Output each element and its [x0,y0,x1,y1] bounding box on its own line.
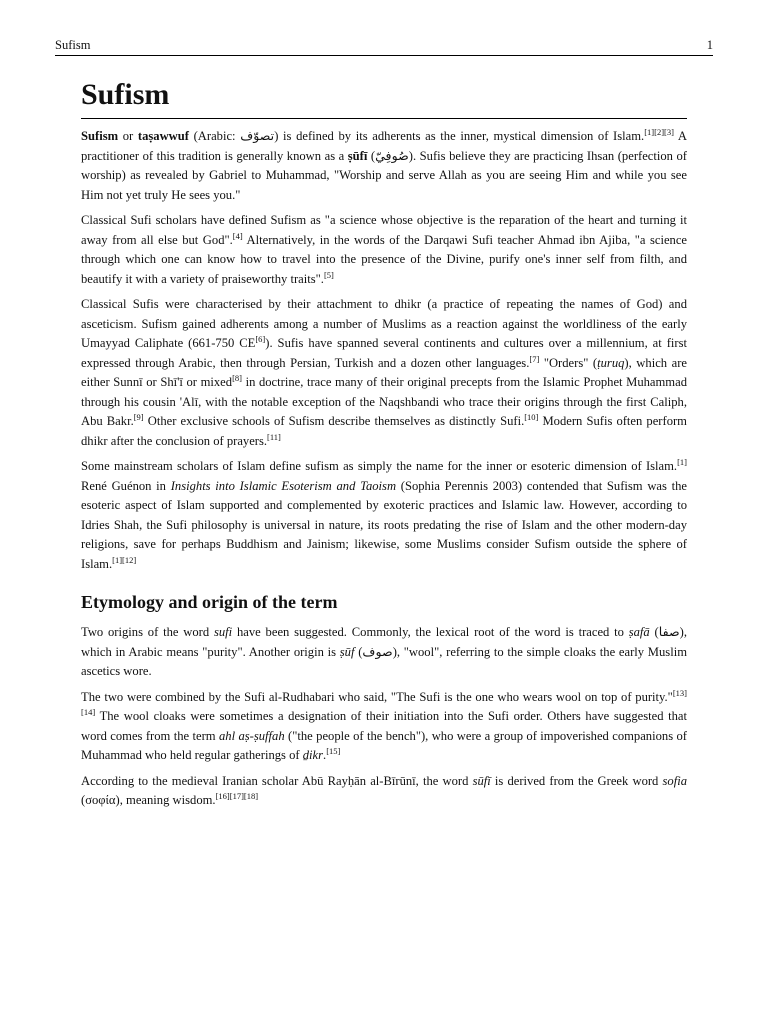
text: (Arabic: تصوّف) is defined by its adherents as the inner, mystical dimension of Islam. [188,129,645,143]
reference-link[interactable]: [9] [133,412,144,422]
running-header [55,38,713,56]
text: A practitioner of this tradition is generally known as a [81,129,687,163]
reference-link[interactable]: [13][14] [81,687,687,717]
term-sufi-greek: sūfī [472,773,491,788]
reference-link[interactable]: [6] [255,334,266,344]
article-body [81,127,687,817]
text: Modern Sufis often perform dhikr after the conclusion of prayers. [81,414,687,448]
term-sofia: sofia [662,773,688,788]
reference-link[interactable]: [8] [232,373,242,383]
text: in doctrine, trace many of their original precepts from the Islamic Prophet Muhammad through his cousin 'Alī, with the notable exception of the Naqshbandi who trace their origins through the first Caliph, Abu Bakr. [81,375,687,428]
text: (صُوفِيّ). Sufis believe they are practicing Ihsan (perfection of worship) as revealed by Gabriel to Muhammad, "Worship and serve Allah as you are seeing Him and while you see Him not yet truly He sees you." [81,148,687,202]
paragraph-mainstream [81,457,687,574]
text: have been suggested. Commonly, the lexical root of the word is traced to [232,625,629,639]
running-header-title: Sufism [55,38,91,52]
text: René Guénon in [81,478,171,493]
text: is derived from the Greek word [490,773,663,788]
term-safa: ṣafā [628,625,650,639]
text: "Orders" ( [539,355,598,370]
reference-link[interactable]: [1] [677,457,687,467]
paragraph-intro [81,127,687,205]
reference-link[interactable]: [15] [326,746,341,756]
article-title: Sufism [81,78,687,119]
text: The wool cloaks were sometimes a designation of their initiation into the Sufi order. Others have suggested that word comes from the term [81,709,687,743]
reference-link[interactable]: [5] [323,269,334,280]
text: ), which are either Sunnī or Shī'ī or mixed [81,355,688,389]
term-tasawwuf: taṣawwuf [137,129,189,143]
text: Other exclusive schools of Sufism describe themselves as distinctly Sufi. [143,414,525,428]
paragraph-classical [81,295,687,451]
page-number: 1 [706,38,713,52]
paragraph-combined [81,688,687,766]
text: ("the people of the bench"), who were a group of impoverished companions of Muhammad who held regular gatherings of [81,728,687,762]
text: . [323,748,327,762]
term-turuq: ṭuruq [597,355,625,370]
paragraph-origins [81,623,687,682]
reference-link[interactable]: [1][12] [112,554,137,565]
reference-link[interactable]: [1][2][3] [644,127,674,137]
section-heading-etymology: Etymology and origin of the term [81,592,338,612]
reference-link[interactable]: [16][17][18] [215,791,259,801]
paragraph-biruni [81,772,687,811]
text: Classical Sufis were characterised by their attachment to dhikr (a practice of repeating the names of God) and asceticism. Sufism gained adherents among a number of Muslims as a reaction against the worldliness of the early Umayyad Caliphate (661-750 CE [81,297,687,350]
text: (Sophia Perennis 2003) contended that Sufism was the esoteric aspect of Islam supported and complemented by exoteric practices and Islamic law. However, according to Idries Shah, the Sufi philosophy is universal in nature, its roots predating the rise of Islam and the other modern-day religions, save for perhaps Buddhism and Jainism; likewise, some Muslims consider Sufism outside the sphere of Islam. [81,478,688,571]
text: (صوف), "wool", referring to the simple cloaks the early Muslim ascetics wore. [81,644,687,678]
text: (σοφία), meaning wisdom. [81,793,216,807]
text: Classical Sufi scholars have defined Sufism as "a science whose objective is the reparation of the heart and turning it away from all else but God". [81,213,687,247]
term-suf: ṣūf [339,644,355,659]
text: or [118,129,138,143]
term-sufism: Sufism [81,129,119,143]
term-sufi: ṣūfī [347,148,368,163]
text: (صفا), which in Arabic means "purity". Another origin is [81,625,687,659]
reference-link[interactable]: [10] [524,412,539,422]
term-dhikr: ḏikr [302,748,324,762]
text: Alternatively, in the words of the Darqawi Sufi teacher Ahmad ibn Ajiba, "a science through which one can know how to travel into the presence of the Divine, purify one's inner self from filth, and beautify it with a variety of praiseworthy traits". [81,232,688,286]
book-title: Insights into Islamic Esoterism and Taoism [170,478,397,493]
reference-link[interactable]: [7] [529,353,540,364]
text: According to the medieval Iranian scholar Abū Rayḥān al-Bīrūnī, the word [81,773,473,788]
text: ). Sufis have spanned several continents and cultures over a millennium, at first expressed through Arabic, then through Persian, Turkish and a dozen other languages. [81,336,687,370]
text: Some mainstream scholars of Islam define sufism as simply the name for the inner or esoteric dimension of Islam. [81,459,678,473]
term-ahl-as-suffah: ahl aṣ-ṣuffah [218,728,285,743]
paragraph-definition [81,211,687,289]
reference-link[interactable]: [4] [232,230,243,241]
term-sufi-word: sufi [213,625,233,639]
reference-link[interactable]: [11] [267,431,281,442]
text: Two origins of the word [81,625,214,639]
text: The two were combined by the Sufi al-Rudhabari who said, "The Sufi is the one who wears wool on top of purity." [81,689,673,704]
